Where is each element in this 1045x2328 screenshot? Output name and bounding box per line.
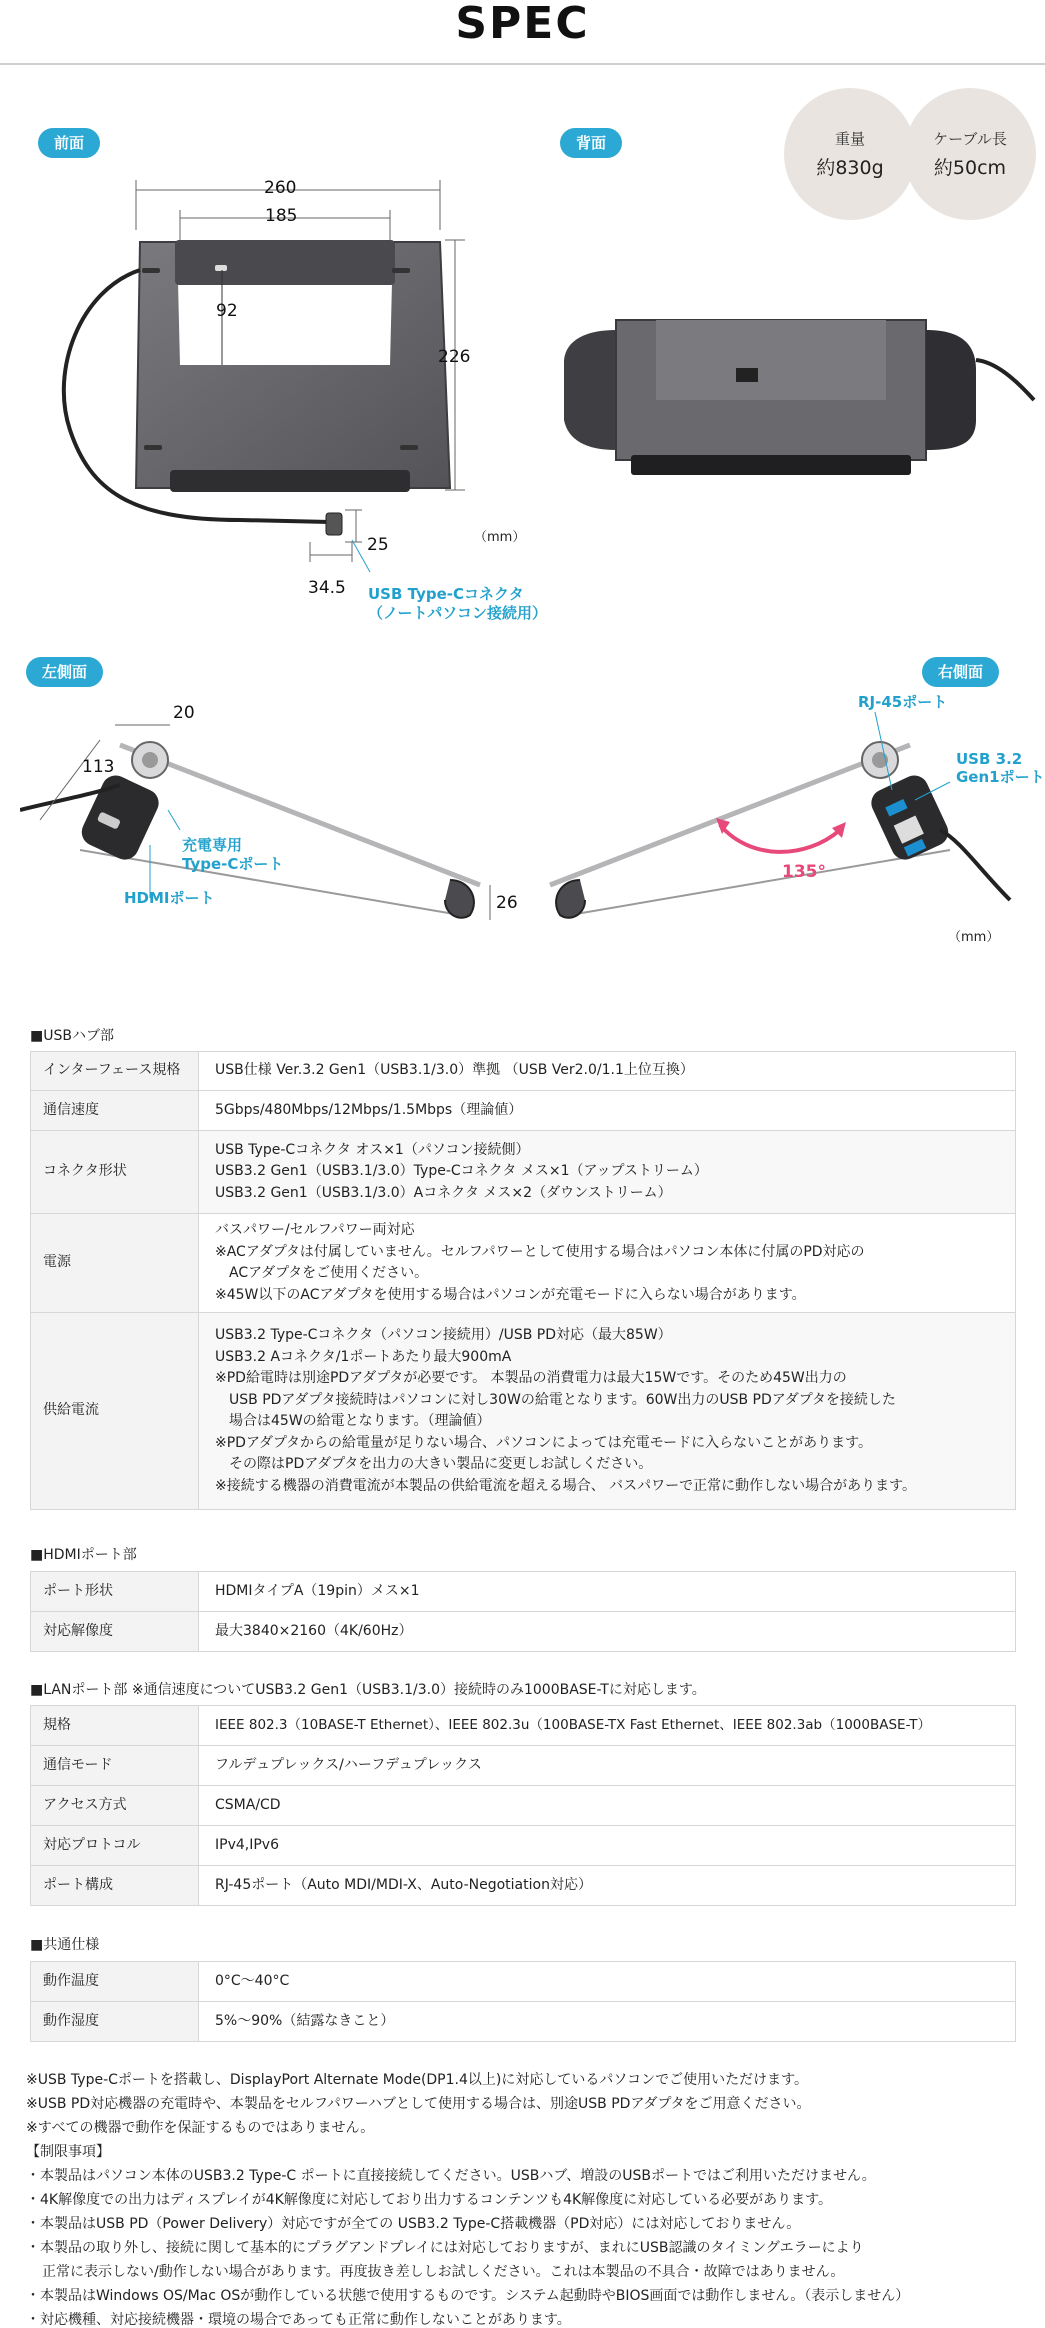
label-back: 背面	[560, 128, 622, 158]
dim-20: 20	[173, 703, 195, 723]
dim-185: 185	[265, 206, 298, 226]
value-line: ※45W以下のACアダプタを使用する場合はパソコンが充電モードに入らない場合があります。	[215, 1286, 806, 1303]
row-value	[199, 1052, 1016, 1091]
dim-260: 260	[264, 178, 297, 198]
common-spec-table	[30, 1961, 1016, 2042]
row-label: 通信モード	[31, 1746, 199, 1786]
table-row	[31, 1612, 1016, 1652]
value-line: 5Gbps/480Mbps/12Mbps/1.5Mbps（理論値）	[215, 1101, 523, 1118]
hdmi-section-title: ■HDMIポート部	[30, 1547, 137, 1563]
value-line: USB PDアダプタ接続時はパソコンに対し30Wの給電となります。60W出力のUSB PDアダプタを接続した	[229, 1391, 896, 1408]
value-line: USB3.2 Gen1（USB3.1/3.0）Aコネクタ メス×2（ダウンストリーム）	[215, 1184, 672, 1201]
row-value	[199, 2002, 1016, 2042]
row-value	[199, 1866, 1016, 1906]
value-line: IEEE 802.3（10BASE-T Ethernet）、IEEE 802.3u（100BASE-TX Fast Ethernet、IEEE 802.3ab（1000BASE-T）	[215, 1716, 931, 1733]
left-side-illustration	[20, 700, 520, 930]
value-line: USB3.2 Gen1（USB3.1/3.0）Type-Cコネクタ メス×1（アップストリーム）	[215, 1163, 708, 1180]
value-line: フルデュプレックス/ハーフデュプレックス	[215, 1756, 482, 1773]
label-left-side: 左側面	[26, 657, 103, 687]
unit-mm-front: （mm）	[474, 530, 526, 545]
value-line: HDMIタイプA（19pin）メス×1	[215, 1582, 420, 1599]
value-line: RJ-45ポート（Auto MDI/MDI-X、Auto-Negotiation対応）	[215, 1876, 592, 1893]
row-label: インターフェース規格	[31, 1052, 199, 1091]
row-label: 対応解像度	[31, 1612, 199, 1652]
value-line: USB3.2 Type-Cコネクタ（パソコン接続用）/USB PD対応（最大85W）	[215, 1327, 672, 1343]
dim-34-5: 34.5	[308, 578, 346, 598]
usb32-port-label-1: USB 3.2	[956, 750, 1023, 768]
row-value	[199, 1214, 1016, 1313]
value-line: ※PD給電時は別途PDアダプタが必要です。 本製品の消費電力は最大15Wです。そのため45W出力の	[215, 1370, 847, 1386]
value-line: 0°C〜40°C	[215, 1972, 290, 1989]
note-line: ・本製品はパソコン本体のUSB3.2 Type-C ポートに直接接続してください。USBハブ、増設のUSBポートではご利用いただけません。	[26, 2168, 876, 2184]
hdmi-spec-table	[30, 1571, 1016, 1652]
cable-length-badge	[904, 88, 1036, 220]
title-divider	[0, 63, 1045, 65]
note-line: ・本製品はWindows OS/Mac OSが動作している状態で使用するものです。システム起動時やBIOS画面では動作しません。（表示しません）	[26, 2288, 910, 2304]
weight-badge	[784, 88, 916, 220]
row-label: 規格	[31, 1706, 199, 1746]
note-line: ・本製品の取り外し、接続に関して基本的にプラグアンドプレイには対応しておりますが、まれにUSB認識のタイミングエラーにより	[26, 2240, 864, 2256]
dim-92: 92	[216, 301, 238, 321]
dim-26: 26	[496, 893, 518, 913]
row-label: 動作温度	[31, 1962, 199, 2002]
dim-25: 25	[367, 535, 389, 555]
row-label: 対応プロトコル	[31, 1826, 199, 1866]
note-line: ※USB PD対応機器の充電時や、本製品をセルフパワーハブとして使用する場合は、別途USB PDアダプタをご用意ください。	[26, 2096, 811, 2112]
notes-block	[26, 2068, 1026, 2328]
value-line: IPv4,IPv6	[215, 1836, 279, 1853]
table-row	[31, 1313, 1016, 1510]
note-line: ・4K解像度での出力はディスプレイが4K解像度に対応しており出力するコンテンツも4K解像度に対応している必要があります。	[26, 2192, 833, 2208]
row-label: ポート構成	[31, 1866, 199, 1906]
note-line: ・本製品はUSB PD（Power Delivery）対応ですが全ての USB3.2 Type-C搭載機器（PD対応）には対応しておりません。	[26, 2216, 801, 2232]
row-label: 供給電流	[31, 1313, 199, 1510]
row-value	[199, 1313, 1016, 1510]
value-line: その際はPDアダプタを出力の大きい製品に変更しお試しください。	[229, 1456, 653, 1472]
table-row	[31, 1131, 1016, 1214]
row-value	[199, 1826, 1016, 1866]
row-value	[199, 1706, 1016, 1746]
charge-port-label-1: 充電専用	[182, 836, 243, 854]
table-row	[31, 1706, 1016, 1746]
row-value	[199, 1572, 1016, 1612]
value-line: 場合は45Wの給電となります。（理論値）	[229, 1413, 491, 1429]
cable-length-badge-label: ケーブル長	[933, 130, 1007, 148]
row-value	[199, 1746, 1016, 1786]
row-label: 電源	[31, 1214, 199, 1313]
note-line: 正常に表示しない/動作しない場合があります。再度抜き差ししお試しください。これは本製品の不具合・故障ではありません。	[42, 2264, 845, 2280]
note-line: ※USB Type-Cポートを搭載し、DisplayPort Alternate Mode(DP1.4以上)に対応しているパソコンでご使用いただけます。	[26, 2072, 808, 2088]
row-label: 通信速度	[31, 1091, 199, 1131]
charge-port-label-2: Type-Cポート	[182, 855, 284, 873]
table-row	[31, 2002, 1016, 2042]
note-line: ・対応機種、対応接続機器・環境の場合であっても正常に動作しないことがあります。	[26, 2312, 571, 2328]
table-row	[31, 1052, 1016, 1091]
lan-section-title: ■LANポート部 ※通信速度についてUSB3.2 Gen1（USB3.1/3.0）接続時のみ1000BASE-Tに対応します。	[30, 1682, 706, 1698]
weight-badge-label: 重量	[834, 130, 865, 148]
value-line: USB Type-Cコネクタ オス×1（パソコン接続側）	[215, 1141, 530, 1158]
value-line: バスパワー/セルフパワー両対応	[215, 1222, 415, 1238]
label-front: 前面	[38, 128, 100, 158]
usbc-connector-label-1: USB Type-Cコネクタ	[368, 585, 524, 603]
value-line: ※接続する機器の消費電流が本製品の供給電流を超える場合、 バスパワーで正常に動作しない場合があります。	[215, 1477, 917, 1494]
table-row	[31, 1962, 1016, 2002]
row-value	[199, 1962, 1016, 2002]
value-line: 5%〜90%（結露なきこと）	[215, 2012, 395, 2029]
note-line: ※すべての機器で動作を保証するものではありません。	[26, 2120, 375, 2136]
table-row	[31, 1214, 1016, 1313]
usbc-connector-label-2: （ノートパソコン接続用）	[368, 604, 547, 622]
row-label: 動作湿度	[31, 2002, 199, 2042]
front-view-illustration	[40, 170, 480, 590]
value-line: ACアダプタをご使用ください。	[229, 1265, 429, 1281]
row-label: コネクタ形状	[31, 1131, 199, 1214]
value-line: ※ACアダプタは付属していません。セルフパワーとして使用する場合はパソコン本体に付属のPD対応の	[215, 1243, 865, 1260]
hdmi-port-label: HDMIポート	[124, 889, 215, 907]
right-side-illustration	[530, 700, 1030, 930]
value-line: USB仕様 Ver.3.2 Gen1（USB3.1/3.0）準拠 （USB Ver2.0/1.1上位互換）	[215, 1062, 694, 1079]
value-line: CSMA/CD	[215, 1796, 281, 1813]
common-section-title: ■共通仕様	[30, 1937, 100, 1953]
row-value	[199, 1786, 1016, 1826]
usb32-port-label-2: Gen1ポート	[956, 768, 1045, 786]
value-line: 最大3840×2160（4K/60Hz）	[215, 1622, 413, 1639]
row-value	[199, 1131, 1016, 1214]
cable-length-badge-value: 約50cm	[933, 157, 1007, 179]
dim-113: 113	[82, 757, 115, 777]
label-right-side: 右側面	[922, 657, 999, 687]
dim-226: 226	[438, 347, 471, 367]
row-value	[199, 1612, 1016, 1652]
table-row	[31, 1572, 1016, 1612]
weight-badge-value: 約830g	[816, 157, 884, 179]
table-row	[31, 1091, 1016, 1131]
page-title: SPEC	[455, 0, 590, 49]
rj45-port-label: RJ-45ポート	[858, 693, 948, 711]
usb-spec-table	[30, 1051, 1016, 1510]
table-row	[31, 1866, 1016, 1906]
table-row	[31, 1786, 1016, 1826]
table-row	[31, 1746, 1016, 1786]
back-view-illustration	[556, 300, 1036, 490]
table-row	[31, 1826, 1016, 1866]
row-label: ポート形状	[31, 1572, 199, 1612]
row-value	[199, 1091, 1016, 1131]
row-label: アクセス方式	[31, 1786, 199, 1826]
note-line: 【制限事項】	[26, 2144, 110, 2160]
usb-section-title: ■USBハブ部	[30, 1028, 114, 1044]
lan-spec-table	[30, 1705, 1016, 1906]
value-line: USB3.2 Aコネクタ/1ポートあたり最大900mA	[215, 1348, 512, 1365]
value-line: ※PDアダプタからの給電量が足りない場合、パソコンによっては充電モードに入らないことがあります。	[215, 1434, 873, 1451]
unit-mm-side: （mm）	[948, 930, 1000, 945]
angle-135-label: 135°	[782, 862, 826, 882]
